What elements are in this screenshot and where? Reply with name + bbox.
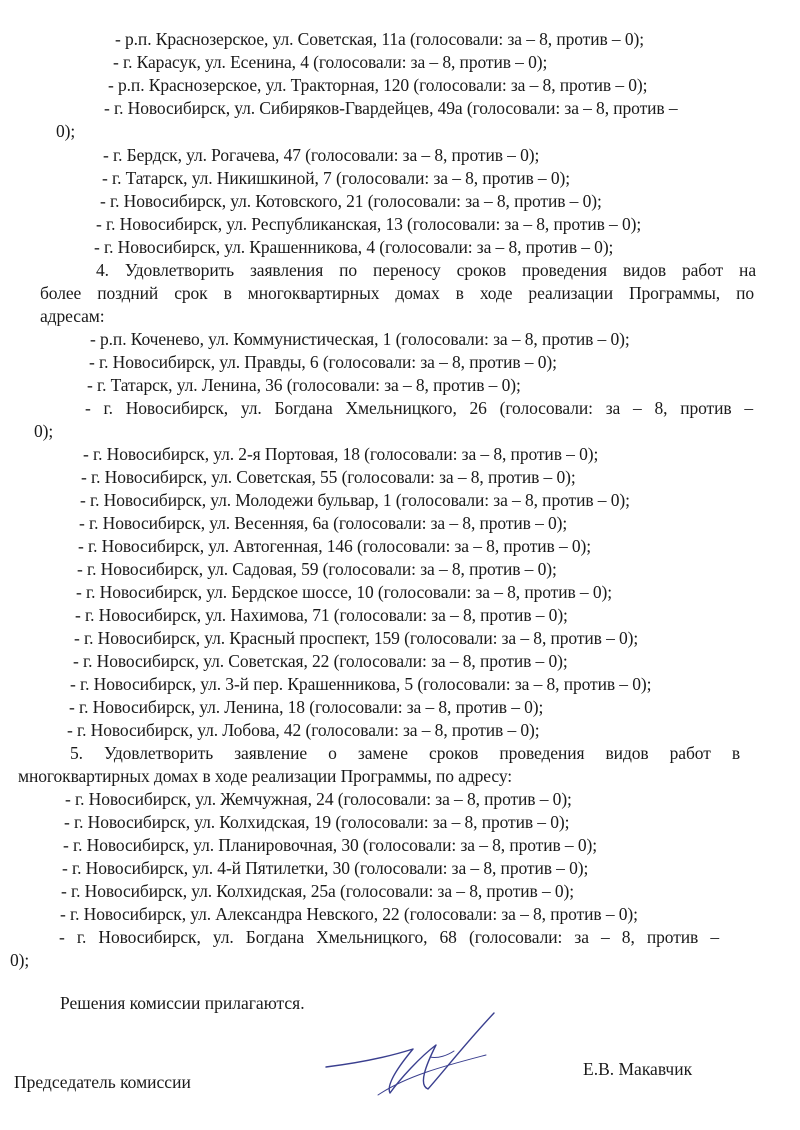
chair-title: Председатель комиссии [14,1072,191,1092]
address-item: - г. Новосибирск, ул. Нахимова, 71 (голосовали: за – 8, против – 0); [75,605,568,625]
address-item: - г. Новосибирск, ул. Богдана Хмельницкого, 26 (голосовали: за – 8, против – [85,398,753,418]
address-item: - г. Новосибирск, ул. Жемчужная, 24 (голосовали: за – 8, против – 0); [65,789,572,809]
address-item: - г. Новосибирск, ул. Крашенникова, 4 (голосовали: за – 8, против – 0); [94,237,614,257]
address-item: - р.п. Краснозерское, ул. Тракторная, 120 (голосовали: за – 8, против – 0); [108,75,648,95]
address-item: - г. Новосибирск, ул. Сибиряков-Гвардейцев, 49а (голосовали: за – 8, против – [104,98,678,118]
address-item: - г. Татарск, ул. Никишкиной, 7 (голосовали: за – 8, против – 0); [102,168,571,188]
address-item: - г. Новосибирск, ул. 4-й Пятилетки, 30 (голосовали: за – 8, против – 0); [62,858,589,878]
address-item: - г. Новосибирск, ул. Советская, 22 (голосовали: за – 8, против – 0); [73,651,568,671]
address-item: - г. Новосибирск, ул. Садовая, 59 (голосовали: за – 8, против – 0); [77,559,557,579]
address-item-continuation: 0); [10,950,30,970]
address-item: - г. Новосибирск, ул. Молодежи бульвар, 1 (голосовали: за – 8, против – 0); [80,490,630,510]
address-item: - г. Новосибирск, ул. Республиканская, 13 (голосовали: за – 8, против – 0); [96,214,642,234]
address-item: - г. Новосибирск, ул. Красный проспект, 159 (голосовали: за – 8, против – 0); [74,628,639,648]
address-item: - г. Новосибирск, ул. Колхидская, 25а (голосовали: за – 8, против – 0); [61,881,575,901]
chair-name: Е.В. Макавчик [583,1059,693,1079]
address-item: - г. Новосибирск, ул. Котовского, 21 (голосовали: за – 8, против – 0); [100,191,602,211]
address-item: - г. Новосибирск, ул. Ленина, 18 (голосовали: за – 8, против – 0); [69,697,544,717]
address-item-continuation: 0); [34,421,54,441]
address-item: - г. Новосибирск, ул. Весенняя, 6а (голосовали: за – 8, против – 0); [79,513,568,533]
section-5-heading: 5. Удовлетворить заявление о замене сроков проведения видов работ в [70,743,740,763]
address-item: - г. Новосибирск, ул. 3-й пер. Крашенникова, 5 (голосовали: за – 8, против – 0); [70,674,652,694]
address-item: - р.п. Краснозерское, ул. Советская, 11а (голосовали: за – 8, против – 0); [115,29,644,49]
address-item: - г. Новосибирск, ул. Колхидская, 19 (голосовали: за – 8, против – 0); [64,812,570,832]
address-item: - г. Бердск, ул. Рогачева, 47 (голосовали: за – 8, против – 0); [103,145,540,165]
section-4-heading-cont: более поздний срок в многоквартирных домах в ходе реализации Программы, по [40,283,754,303]
address-item: - г. Новосибирск, ул. 2-я Портовая, 18 (голосовали: за – 8, против – 0); [83,444,599,464]
section-4-heading: 4. Удовлетворить заявления по переносу сроков проведения видов работ на [96,260,756,280]
section-4-heading-cont: адресам: [40,306,105,326]
attachments-note: Решения комиссии прилагаются. [60,993,305,1013]
address-item: - г. Новосибирск, ул. Богдана Хмельницкого, 68 (голосовали: за – 8, против – [59,927,719,947]
address-item-continuation: 0); [56,121,76,141]
handwritten-signature [318,1005,518,1105]
address-item: - г. Новосибирск, ул. Советская, 55 (голосовали: за – 8, против – 0); [81,467,576,487]
section-5-heading-cont: многоквартирных домах в ходе реализации Программы, по адресу: [18,766,513,786]
address-item: - р.п. Коченево, ул. Коммунистическая, 1 (голосовали: за – 8, против – 0); [90,329,630,349]
address-item: - г. Новосибирск, ул. Лобова, 42 (голосовали: за – 8, против – 0); [67,720,540,740]
address-item: - г. Новосибирск, ул. Планировочная, 30 (голосовали: за – 8, против – 0); [63,835,597,855]
address-item: - г. Татарск, ул. Ленина, 36 (голосовали: за – 8, против – 0); [87,375,521,395]
address-item: - г. Карасук, ул. Есенина, 4 (голосовали: за – 8, против – 0); [113,52,548,72]
address-item: - г. Новосибирск, ул. Автогенная, 146 (голосовали: за – 8, против – 0); [78,536,592,556]
address-item: - г. Новосибирск, ул. Бердское шоссе, 10 (голосовали: за – 8, против – 0); [76,582,612,602]
address-item: - г. Новосибирск, ул. Александра Невского, 22 (голосовали: за – 8, против – 0); [60,904,638,924]
address-item: - г. Новосибирск, ул. Правды, 6 (голосовали: за – 8, против – 0); [89,352,557,372]
